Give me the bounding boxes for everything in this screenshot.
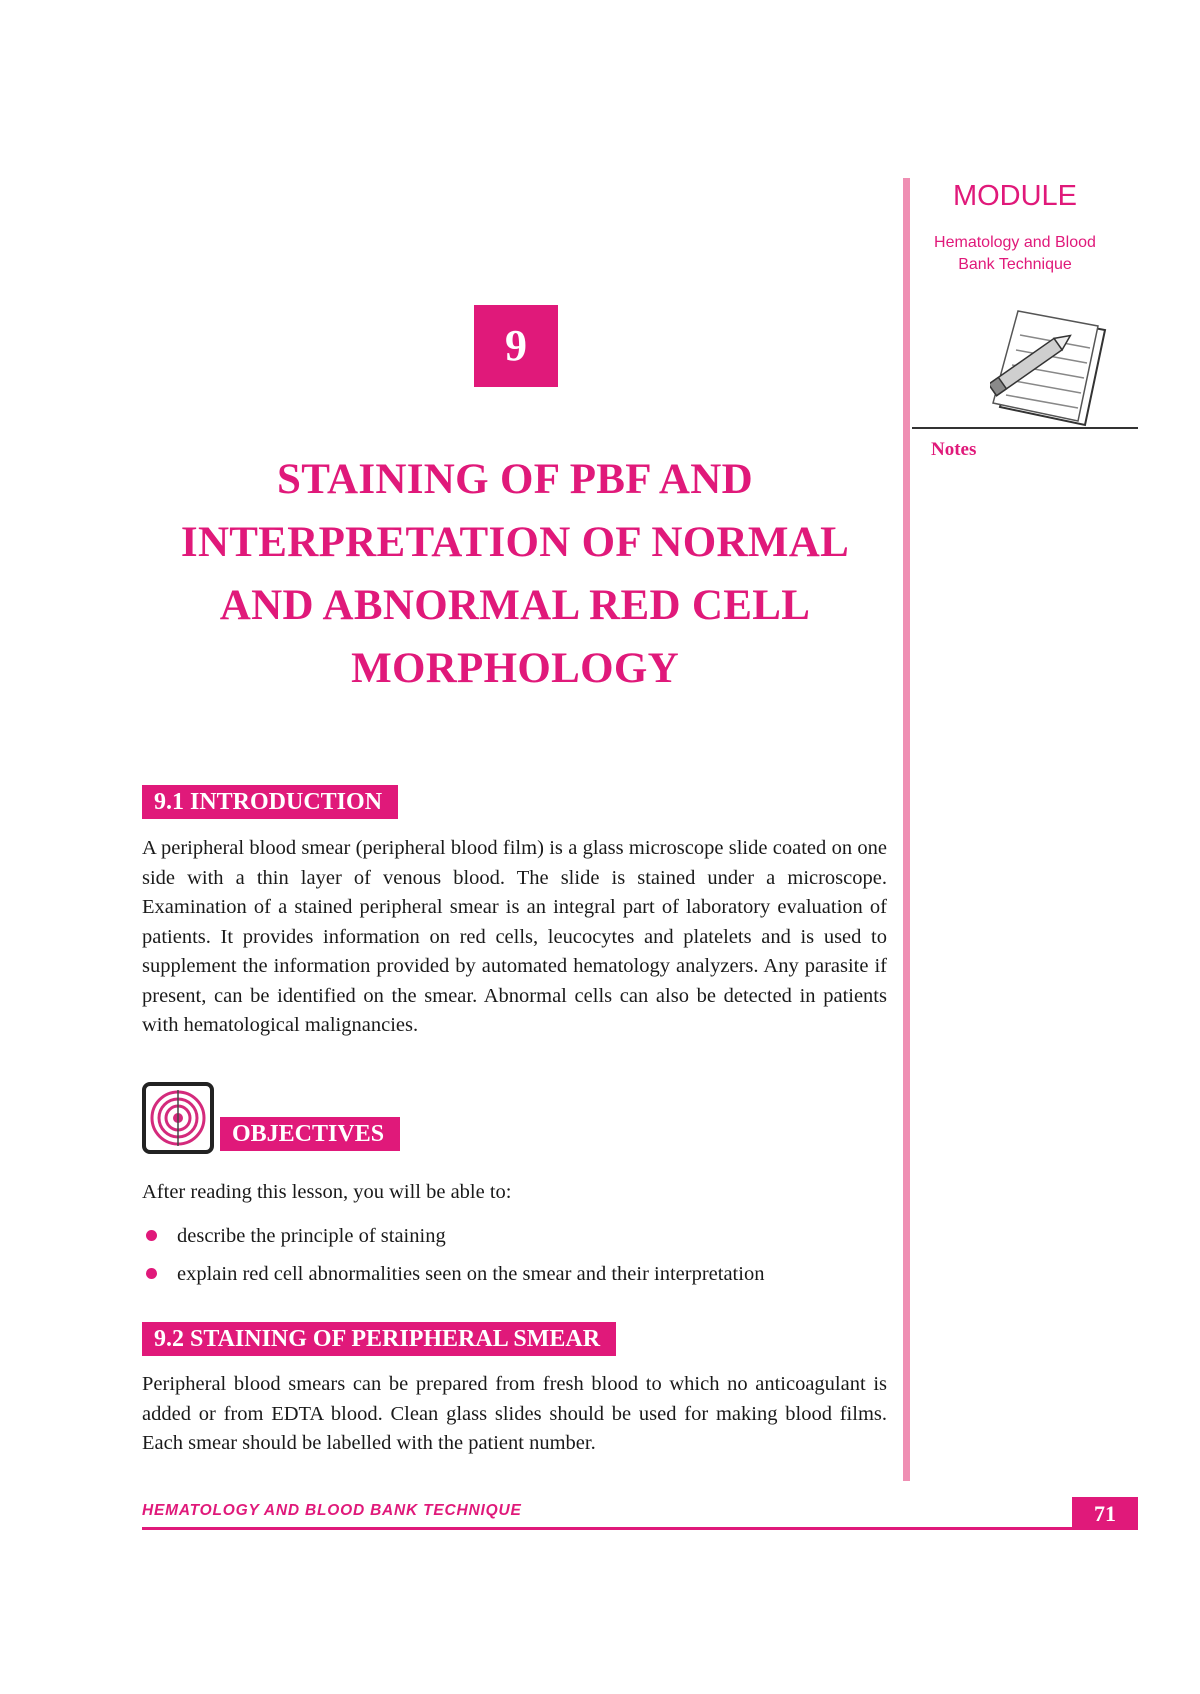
chapter-title: [130, 448, 900, 700]
staining-paragraph: Peripheral blood smears can be prepared from fresh blood to which no anticoagulant is added or from EDTA blood. Clean glass slides should be used for making blood films. Each smear should be labelled with the patient number.: [142, 1373, 887, 1454]
notepad-pencil-icon: [990, 305, 1110, 435]
notes-label: Notes: [931, 439, 977, 460]
chapter-title-line: AND ABNORMAL RED CELL: [219, 582, 811, 629]
module-subject-line2: Bank Technique: [958, 256, 1072, 273]
page-number: 71: [1072, 1497, 1138, 1530]
introduction-paragraph: A peripheral blood smear (peripheral blood film) is a glass microscope slide coated on one side with a thin layer of venous blood. The slide is stained under a microscope. Examination of a stained peripheral smear is an integral part of laboratory evaluation of patients. It provides information on red cells, leucocytes and platelets and is used to supplement the information provided by automated hematology analyzers. Any parasite if present, can be identified on the smear. Abnormal cells can also be detected in patients with hematological malignancies.: [142, 837, 887, 1036]
chapter-title-line: STAINING OF PBF AND: [277, 456, 753, 503]
section-heading-introduction: 9.1 INTRODUCTION: [142, 785, 398, 819]
module-label: MODULE: [952, 180, 1078, 212]
footer-rule: [142, 1527, 1138, 1530]
chapter-title-line: MORPHOLOGY: [351, 645, 679, 692]
module-subject-line1: Hematology and Blood: [934, 234, 1096, 251]
objective-item-text: explain red cell abnormalities seen on the smear and their interpretation: [177, 1263, 765, 1285]
chapter-number: 9: [474, 305, 558, 387]
margin-vertical-bar: [903, 178, 910, 1481]
module-subject: [915, 232, 1115, 276]
bullet-icon: [146, 1268, 157, 1279]
objectives-intro: After reading this lesson, you will be able to:: [142, 1181, 512, 1203]
section-heading-staining: 9.2 STAINING OF PERIPHERAL SMEAR: [142, 1322, 616, 1356]
bullet-icon: [146, 1230, 157, 1241]
objective-item: [146, 1225, 446, 1248]
target-icon: [142, 1082, 214, 1154]
objective-item-text: describe the principle of staining: [177, 1225, 446, 1247]
section-heading-objectives: OBJECTIVES: [220, 1117, 400, 1151]
footer-title: HEMATOLOGY AND BLOOD BANK TECHNIQUE: [142, 1502, 522, 1519]
objective-item: [146, 1263, 764, 1286]
chapter-title-line: INTERPRETATION OF NORMAL: [180, 519, 850, 566]
notes-divider: [912, 427, 1138, 429]
